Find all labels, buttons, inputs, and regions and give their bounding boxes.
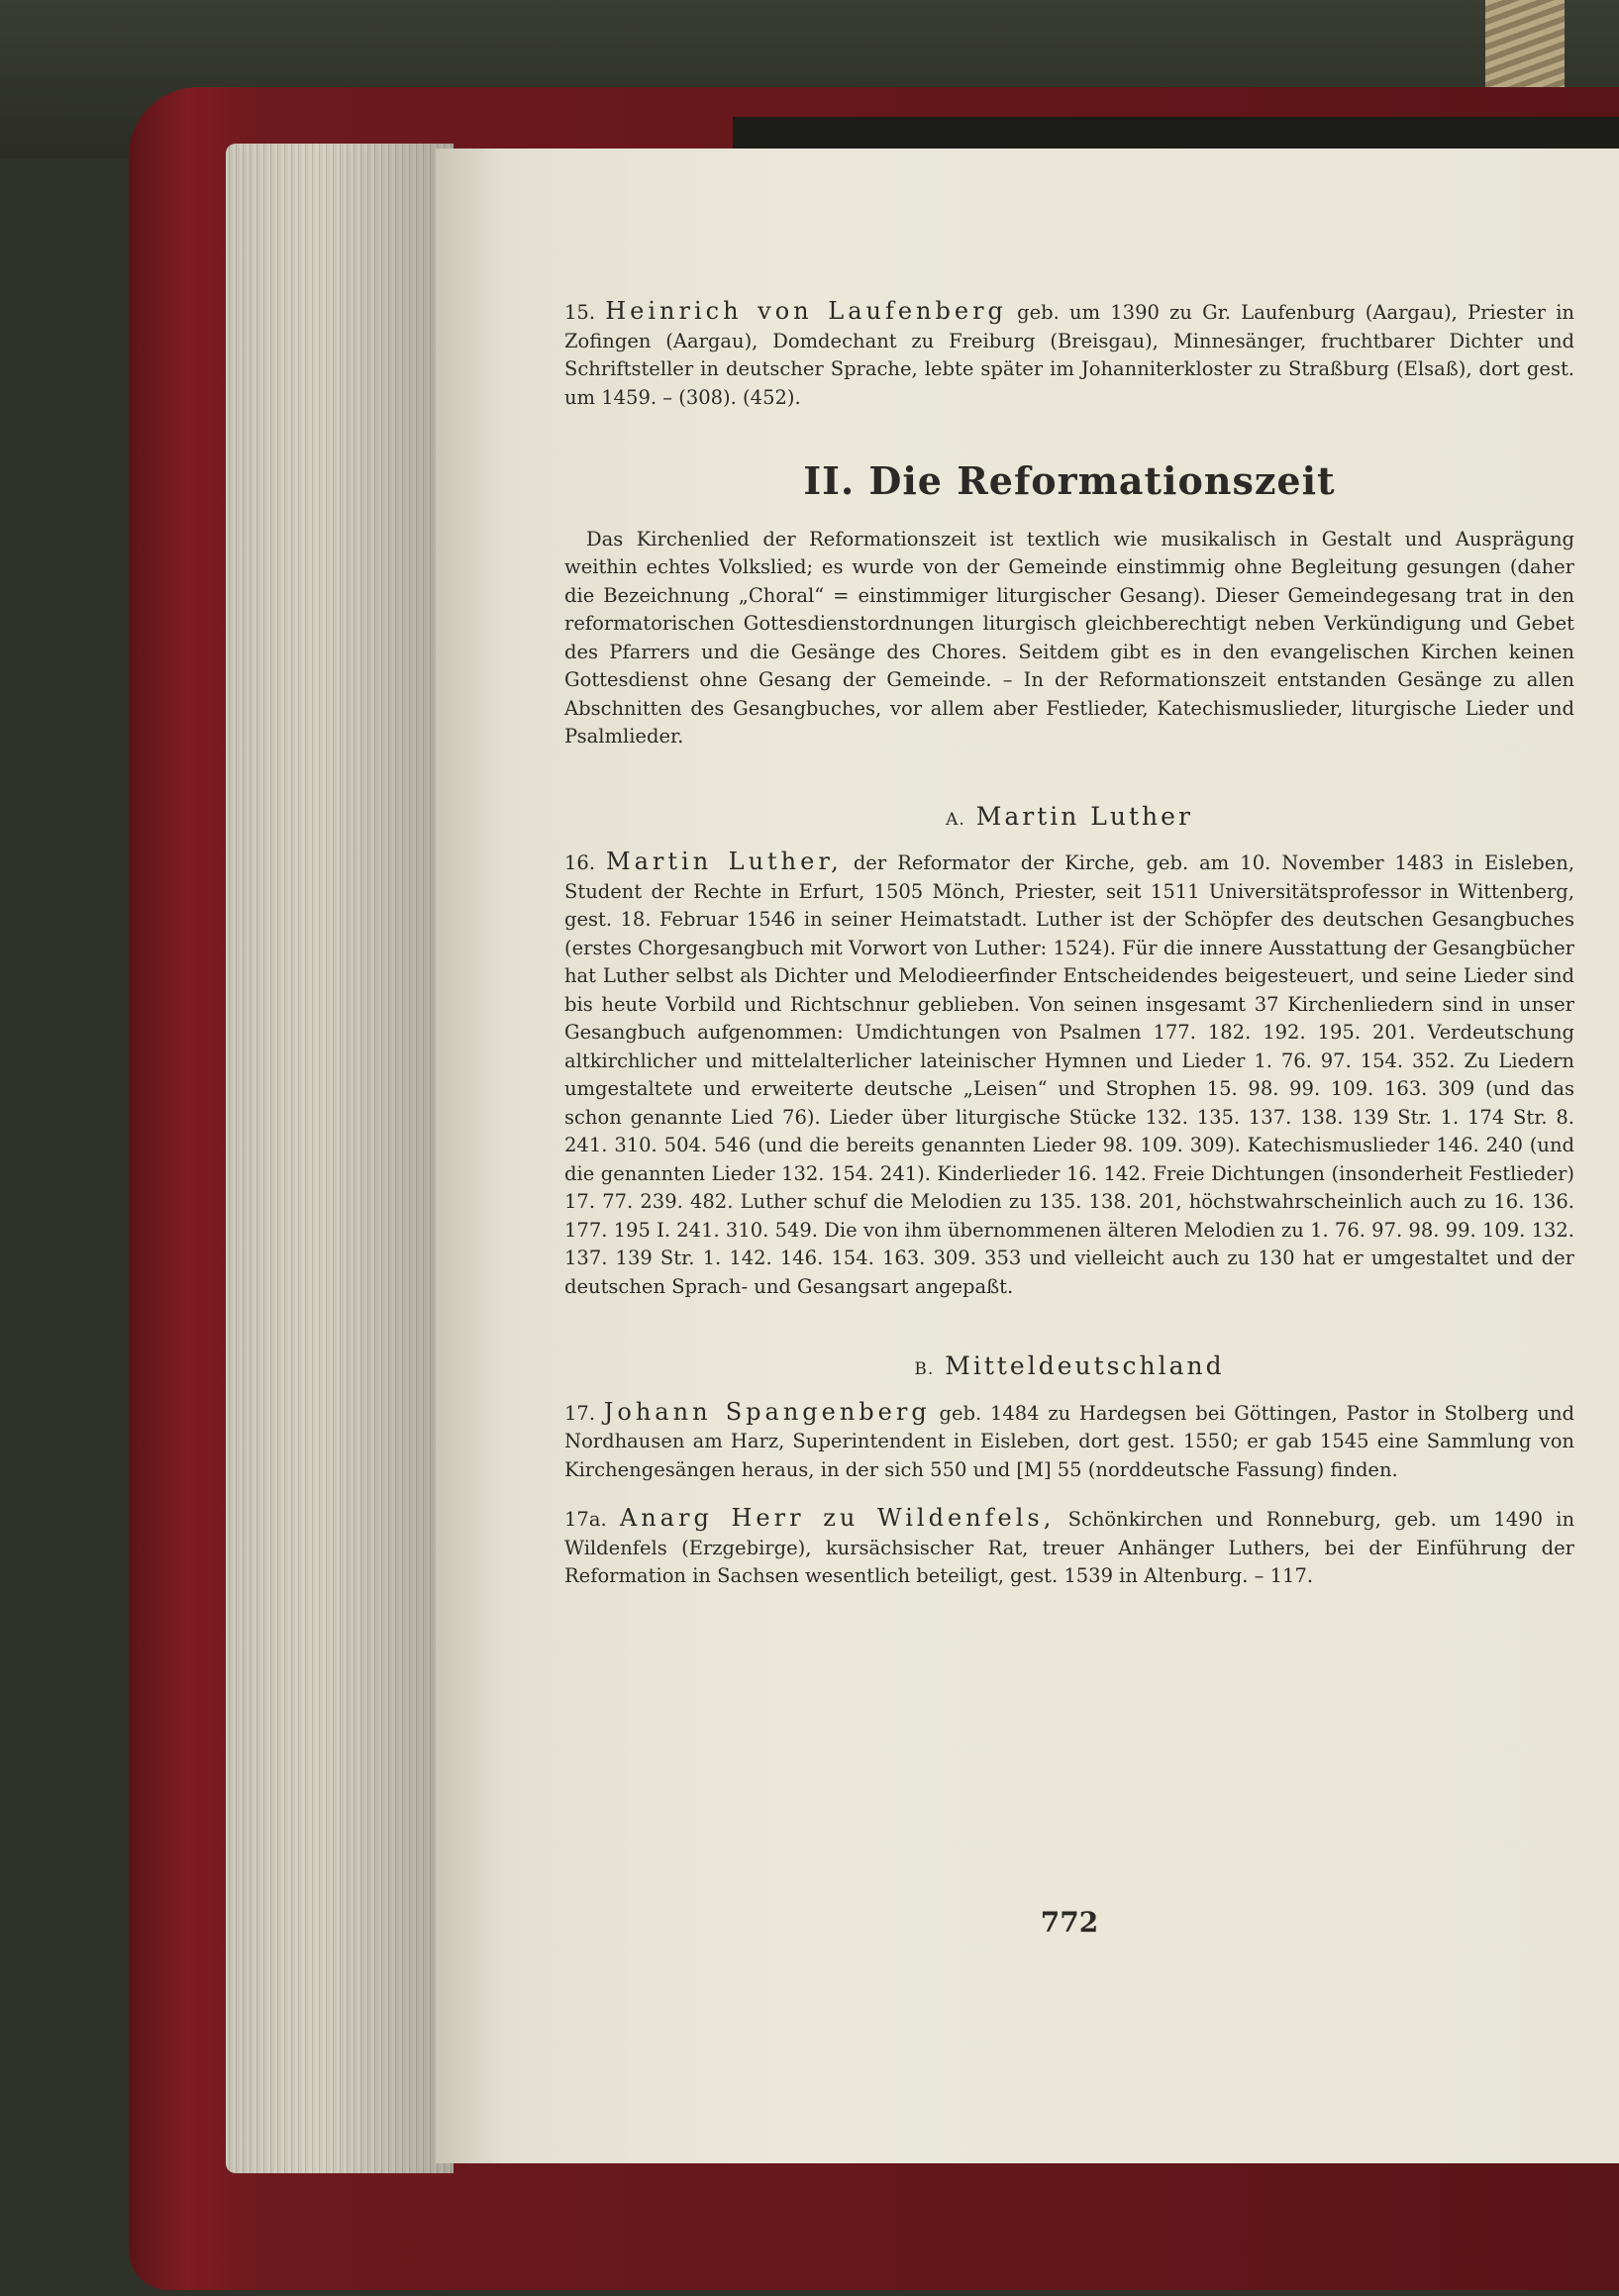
section-heading — [564, 458, 1574, 503]
subsection-letter: A. — [946, 809, 965, 830]
page-edges-shade — [226, 144, 454, 2173]
entry-name: Martin Luther, — [606, 848, 843, 875]
entry-name: Heinrich von Laufenberg — [605, 297, 1007, 325]
entry-name: Anarg Herr zu Wildenfels, — [619, 1504, 1056, 1532]
subsection-letter: B. — [914, 1359, 935, 1379]
entry-number: 15. — [564, 301, 596, 324]
entry-17a — [564, 1504, 1574, 1591]
entry-number: 17a. — [564, 1508, 607, 1531]
entry-text: geb. um 1390 zu Gr. Laufenburg (Aargau), Priester in Zofingen (Aargau), Domdechant zu Freiburg (Breisgau), Minnesänger, fruchtbarer Dichter und Schriftsteller in deutscher Sprache, lebte später im Johanniterkloster zu Straßburg (Elsaß), dort gest. um 1459. – (308). (452). — [564, 301, 1574, 409]
subsection-b-heading — [564, 1352, 1574, 1384]
subsection-title: Martin Luther — [975, 801, 1193, 831]
entry-name: Johann Spangenberg — [603, 1397, 931, 1426]
entry-16 — [564, 848, 1574, 1301]
section-title: Die Reformationszeit — [868, 458, 1336, 503]
entry-17 — [564, 1398, 1574, 1485]
entry-number: 17. — [564, 1401, 596, 1425]
page-content — [564, 297, 1574, 1591]
entry-number: 16. — [564, 851, 596, 874]
section-intro: Das Kirchenlied der Reformationszeit ist textlich wie musikalisch in Gestalt und Ausprägung weithin echtes Volkslied; es wurde von der Gemeinde einstimmig ohne Begleitung gesungen (daher die Bezeichnung „Choral“ = einstimmiger liturgischer Gesang). Dieser Gemeindegesang trat in den reformatorischen Gottesdienstordnungen liturgisch gleichberechtigt neben Verkündigung und Gebet des Pfarrers und die Gesänge des Chores. Seitdem gibt es in den evangelischen Kirchen keinen Gottesdienst ohne Gesang der Gemeinde. – In der Reformationszeit entstanden Gesänge zu allen Abschnitten des Gesangbuches, vor allem aber Festlieder, Katechismuslieder, liturgische Lieder und Psalmlieder. — [564, 527, 1574, 748]
entry-15 — [564, 297, 1574, 412]
subsection-title: Mitteldeutschland — [945, 1351, 1225, 1380]
entry-text: geb. 1484 zu Hardegsen bei Göttingen, Pastor in Stolberg und Nordhausen am Harz, Superintendent in Eisleben, dort gest. 1550; er gab 1545 eine Sammlung von Kirchengesängen heraus, in der sich 550 und [M] 55 (norddeutsche Fassung) finden. — [564, 1401, 1575, 1481]
subsection-a-heading — [564, 803, 1574, 835]
entry-text: Schönkirchen und Ronneburg, geb. um 1490 in Wildenfels (Erzgebirge), kursächsischer Rat, treuer Anhänger Luthers, bei der Einführung der Reformation in Sachsen wesentlich beteiligt, gest. 1539 in Altenburg. – 117. — [564, 1508, 1575, 1587]
page-number: 772 — [1040, 1906, 1099, 1939]
entry-text: der Reformator der Kirche, geb. am 10. November 1483 in Eisleben, Student der Rechte in Erfurt, 1505 Mönch, Priester, seit 1511 Universitätsprofessor in Wittenberg, gest. 18. Februar 1546 in seiner Heimatstadt. Luther ist der Schöpfer des deutschen Gesangbuches (erstes Chorgesangbuch mit Vorwort von Luther: 1524). Für die innere Ausstattung der Gesangbücher hat Luther selbst als Dichter und Melodieerfinder Entscheidendes beigesteuert, und seine Lieder sind bis heute Vorbild und Richtschnur geblieben. Von seinen insgesamt 37 Kirchenliedern sind in unser Gesangbuch aufgenommen: Umdichtungen von Psalmen 177. 182. 192. 195. 201. Verdeutschung altkirchlicher und mittelalterlicher lateinischer Hymnen und Lieder 1. 76. 97. 154. 352. Zu Liedern umgestaltete und erweiterte deutsche „Leisen“ und Strophen 15. 98. 99. 109. 163. 309 (und das schon genannte Lied 76). Lieder über liturgische Stücke 132. 135. 137. 138. 139 Str. 1. 174 Str. 8. 241. 310. 504. 546 (und die bereits genannten Lieder 98. 109. 309). Katechismuslieder 146. 240 (und die genannten Lieder 132. 154. 241). Kinderlieder 16. 142. Freie Dichtungen (insonderheit Festlieder) 17. 77. 239. 482. Luther schuf die Melodien zu 135. 138. 201, höchstwahrscheinlich auch zu 16. 136. 177. 195 I. 241. 310. 549. Die von ihm übernommenen älteren Melodien zu 1. 76. 97. 98. 99. 109. 132. 137. 139 Str. 1. 142. 146. 154. 163. 309. 353 und vielleicht auch zu 130 hat er umgestaltet und der deutschen Sprach- und Gesangsart angepaßt. — [564, 851, 1575, 1298]
section-number: II. — [803, 458, 856, 503]
